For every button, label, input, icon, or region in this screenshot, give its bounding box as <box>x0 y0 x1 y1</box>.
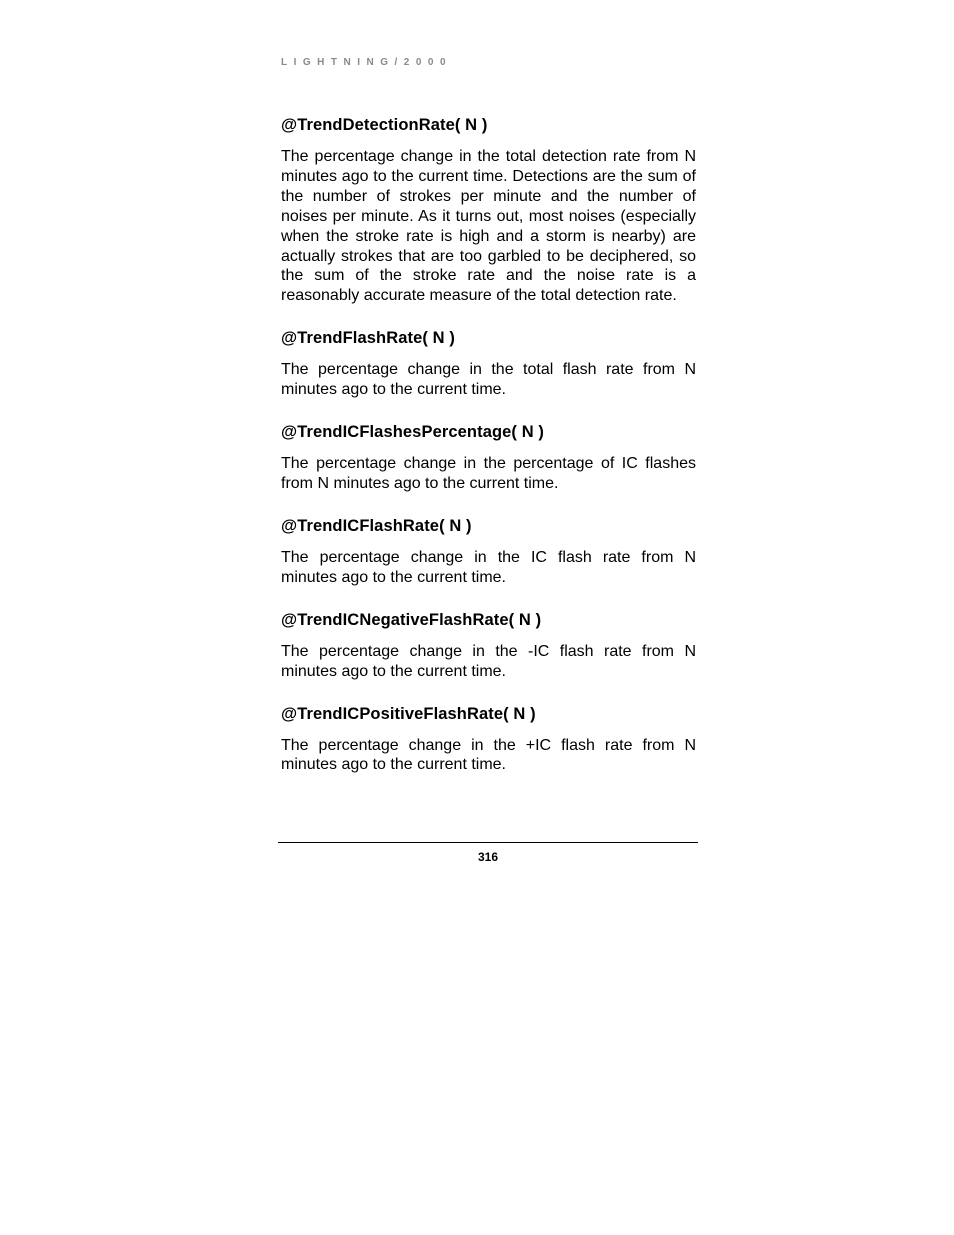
entry-trend-flash-rate <box>281 327 696 400</box>
entry-trend-ic-flash-rate <box>281 515 696 588</box>
entry-trend-ic-positive-flash-rate <box>281 703 696 776</box>
entry-trend-detection-rate <box>281 114 696 306</box>
footer-divider <box>278 842 698 843</box>
entry-title: @TrendICFlashesPercentage( N ) <box>281 423 544 442</box>
entry-title: @TrendICPositiveFlashRate( N ) <box>281 704 536 723</box>
document-content <box>281 114 696 796</box>
entry-body: The percentage change in the percentage of IC flashes from N minutes ago to the current time. <box>281 455 696 492</box>
entry-body: The percentage change in the -IC flash rate from N minutes ago to the current time. <box>281 642 696 680</box>
entry-body: The percentage change in the total detection rate from N minutes ago to the current time. Detections are the sum of the number of strokes per minute and the number of noises per minute. As it turns out, most noises (especially when the stroke rate is high and a storm is nearby) are actually strokes that are too garbled to be deciphered, so the sum of the stroke rate and the noise rate is a reasonably accurate measure of the total detection rate. <box>281 148 696 305</box>
entry-title: @TrendICFlashRate( N ) <box>281 516 472 535</box>
page-number: 316 <box>477 850 499 864</box>
entry-trend-ic-negative-flash-rate <box>281 609 696 682</box>
entry-body: The percentage change in the IC flash rate from N minutes ago to the current time. <box>281 548 696 586</box>
running-header: LIGHTNING/2000 <box>281 57 453 68</box>
entry-title: @TrendICNegativeFlashRate( N ) <box>281 610 542 629</box>
entry-body: The percentage change in the +IC flash rate from N minutes ago to the current time. <box>281 736 696 774</box>
entry-title: @TrendFlashRate( N ) <box>281 329 455 348</box>
entry-title: @TrendDetectionRate( N ) <box>281 116 488 134</box>
entry-trend-ic-flashes-percentage <box>281 421 696 494</box>
entry-body: The percentage change in the total flash rate from N minutes ago to the current time. <box>281 361 696 399</box>
